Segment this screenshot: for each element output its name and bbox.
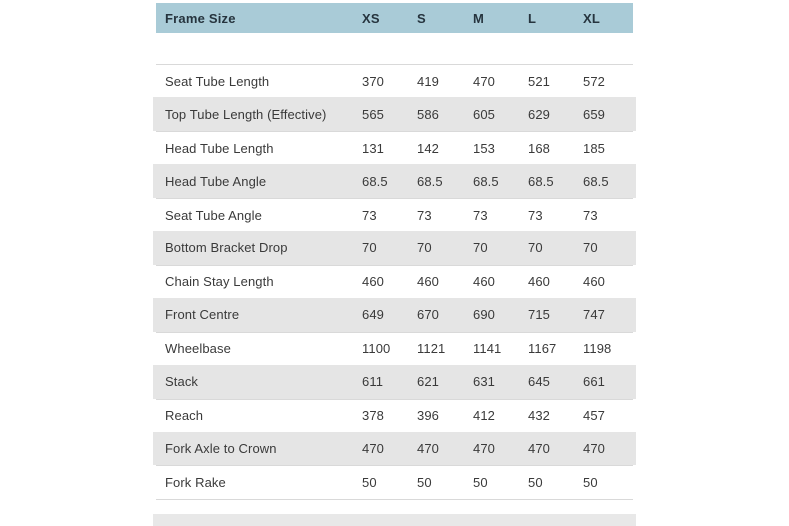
- table-row: [156, 332, 633, 365]
- cell-value: 586: [417, 106, 439, 122]
- table-row: [156, 465, 633, 498]
- cell-value: 470: [528, 441, 550, 457]
- table-row: [153, 298, 636, 331]
- cell-value: 168: [528, 140, 550, 156]
- cell-value: 419: [417, 73, 439, 89]
- cell-value: 68.5: [362, 173, 388, 189]
- cell-value: 73: [528, 207, 543, 223]
- cell-value: 70: [528, 240, 543, 256]
- table-body: [156, 64, 633, 500]
- row-label: Reach: [165, 408, 204, 424]
- table-row: [153, 432, 636, 465]
- cell-value: 715: [528, 307, 550, 323]
- table-row: [156, 131, 633, 164]
- cell-value: 185: [583, 140, 605, 156]
- row-label: Stack: [165, 374, 199, 390]
- cell-value: 142: [417, 140, 439, 156]
- cell-value: 50: [417, 475, 432, 491]
- row-label: Top Tube Length (Effective): [165, 106, 327, 122]
- cell-value: 131: [362, 140, 384, 156]
- size-column-header: XL: [583, 10, 601, 26]
- cell-value: 690: [473, 307, 495, 323]
- cell-value: 649: [362, 307, 384, 323]
- row-label: Head Tube Length: [165, 140, 274, 156]
- frame-geometry-table: [156, 3, 633, 526]
- table-row: [156, 64, 633, 97]
- header-spacer: [156, 33, 633, 64]
- cell-value: 153: [473, 140, 495, 156]
- cell-value: 73: [473, 207, 488, 223]
- cell-value: 50: [528, 475, 543, 491]
- cell-value: 50: [362, 475, 377, 491]
- cell-value: 659: [583, 106, 605, 122]
- cell-value: 70: [362, 240, 377, 256]
- cell-value: 470: [417, 441, 439, 457]
- row-label: Seat Tube Angle: [165, 207, 262, 223]
- cell-value: 470: [473, 73, 495, 89]
- cell-value: 68.5: [528, 173, 554, 189]
- table-row: [153, 365, 636, 398]
- table-row: [156, 265, 633, 298]
- row-label: Fork Rake: [165, 475, 226, 491]
- cell-value: 1198: [583, 341, 612, 357]
- cell-value: 645: [528, 374, 550, 390]
- cell-value: 73: [583, 207, 598, 223]
- cell-value: 470: [473, 441, 495, 457]
- cell-value: 457: [583, 408, 605, 424]
- cell-value: 460: [528, 274, 550, 290]
- cell-value: 611: [362, 374, 384, 390]
- row-label: Fork Axle to Crown: [165, 441, 277, 457]
- cell-value: 572: [583, 73, 605, 89]
- cell-value: 68.5: [417, 173, 443, 189]
- cell-value: 1167: [528, 341, 557, 357]
- cell-value: 70: [417, 240, 432, 256]
- cell-value: 70: [583, 240, 598, 256]
- cell-value: 396: [417, 408, 439, 424]
- table-header-row: [156, 3, 633, 33]
- size-column-header: XS: [362, 10, 380, 26]
- cell-value: 470: [362, 441, 384, 457]
- cell-value: 1121: [417, 341, 446, 357]
- row-label: Head Tube Angle: [165, 173, 267, 189]
- table-row: [153, 231, 636, 264]
- cell-value: 470: [583, 441, 605, 457]
- row-label: Wheelbase: [165, 341, 231, 357]
- cell-value: 432: [528, 408, 550, 424]
- cell-value: 460: [417, 274, 439, 290]
- cell-value: 460: [362, 274, 384, 290]
- size-column-header: L: [528, 10, 537, 26]
- cell-value: 605: [473, 106, 495, 122]
- table-row: [156, 399, 633, 432]
- cell-value: 73: [362, 207, 377, 223]
- cell-value: 460: [583, 274, 605, 290]
- cell-value: 670: [417, 307, 439, 323]
- cell-value: 412: [473, 408, 495, 424]
- cell-value: 50: [583, 475, 598, 491]
- cell-value: 460: [473, 274, 495, 290]
- cell-value: 747: [583, 307, 605, 323]
- cell-value: 73: [417, 207, 432, 223]
- row-label: Front Centre: [165, 307, 240, 323]
- cell-value: 1100: [362, 341, 391, 357]
- cell-value: 68.5: [583, 173, 609, 189]
- cell-value: 629: [528, 106, 550, 122]
- frame-size-header: Frame Size: [165, 10, 236, 26]
- cell-value: 621: [417, 374, 439, 390]
- cell-value: 1141: [473, 341, 502, 357]
- size-column-header: M: [473, 10, 485, 26]
- row-label: Seat Tube Length: [165, 73, 270, 89]
- cell-value: 50: [473, 475, 488, 491]
- cell-value: 68.5: [473, 173, 499, 189]
- cell-value: 631: [473, 374, 495, 390]
- cell-value: 521: [528, 73, 550, 89]
- row-label: Chain Stay Length: [165, 274, 274, 290]
- table-row: [153, 97, 636, 130]
- row-label: Bottom Bracket Drop: [165, 240, 288, 256]
- table-row: [153, 164, 636, 197]
- table-row: [156, 198, 633, 231]
- cell-value: 378: [362, 408, 384, 424]
- cell-value: 370: [362, 73, 384, 89]
- cell-value: 661: [583, 374, 605, 390]
- cell-value: 70: [473, 240, 488, 256]
- cell-value: 565: [362, 106, 384, 122]
- size-column-header: S: [417, 10, 426, 26]
